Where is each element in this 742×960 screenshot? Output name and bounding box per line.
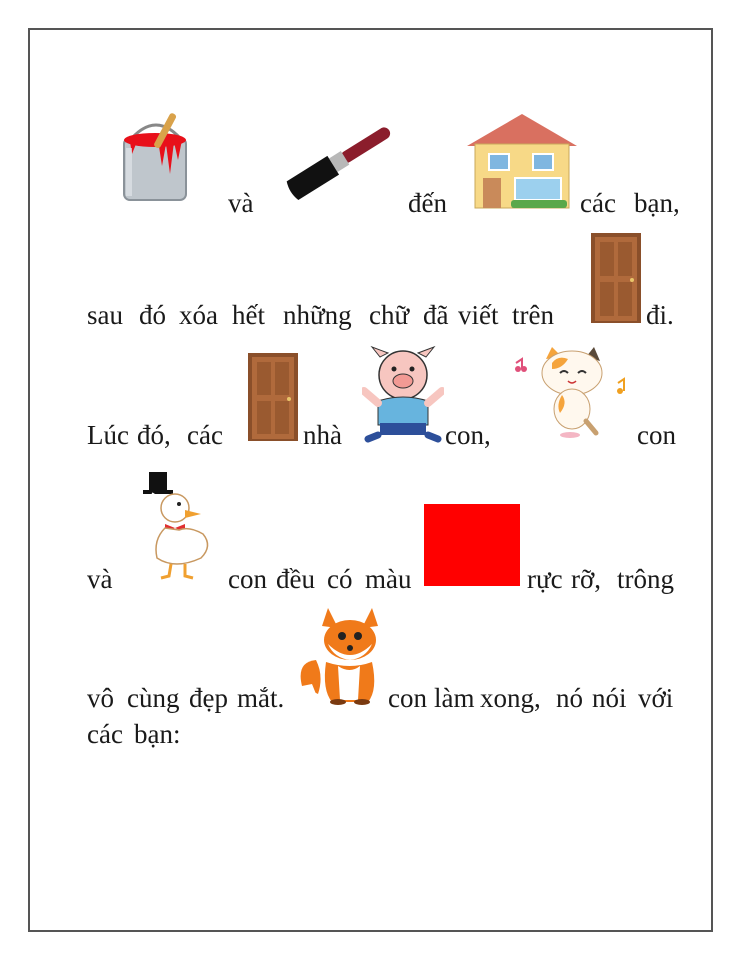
word: con: [388, 683, 427, 713]
word: rỡ,: [571, 564, 602, 594]
word: vô: [87, 683, 114, 713]
word: bạn,: [634, 188, 680, 218]
word: và: [228, 188, 254, 218]
word: các: [187, 420, 223, 450]
word: đó,: [137, 420, 171, 450]
word: rực: [527, 564, 563, 594]
word: chữ: [369, 300, 410, 330]
word: bạn:: [134, 719, 181, 749]
word: con,: [445, 420, 491, 450]
word: đó: [139, 300, 166, 330]
word: xóa: [179, 300, 218, 330]
word: và: [87, 564, 113, 594]
fox-icon: [298, 604, 384, 706]
word: nhà: [303, 420, 342, 450]
word: con: [637, 420, 676, 450]
house-icon: [463, 110, 581, 212]
word: nó: [556, 683, 583, 713]
duck-icon: [135, 470, 217, 580]
word: các: [580, 188, 616, 218]
word: có: [327, 564, 353, 594]
word: con: [228, 564, 267, 594]
word: Lúc: [87, 420, 129, 450]
red-color-block: [424, 504, 520, 586]
word: với: [638, 683, 674, 713]
word: trên: [512, 300, 554, 330]
word: đều: [276, 564, 315, 594]
word: mắt.: [237, 683, 285, 713]
paintbrush-icon: [280, 120, 400, 202]
door-icon: [590, 232, 642, 324]
paint-bucket-icon: [118, 108, 194, 204]
pig-icon: [362, 345, 444, 443]
word: nói: [592, 683, 627, 713]
word: cùng: [127, 683, 180, 713]
word: những: [283, 300, 352, 330]
word: sau: [87, 300, 123, 330]
word: đẹp: [189, 683, 228, 713]
word: trông: [617, 564, 674, 594]
word: đã: [423, 300, 449, 330]
door-icon: [247, 352, 299, 442]
word: đi.: [646, 300, 674, 330]
word: màu: [365, 564, 412, 594]
word: làm: [434, 683, 475, 713]
word: hết: [232, 300, 265, 330]
word: xong,: [480, 683, 541, 713]
cat-icon: [512, 347, 634, 439]
word: đến: [408, 188, 447, 218]
word: các: [87, 719, 123, 749]
word: viết: [458, 300, 499, 330]
